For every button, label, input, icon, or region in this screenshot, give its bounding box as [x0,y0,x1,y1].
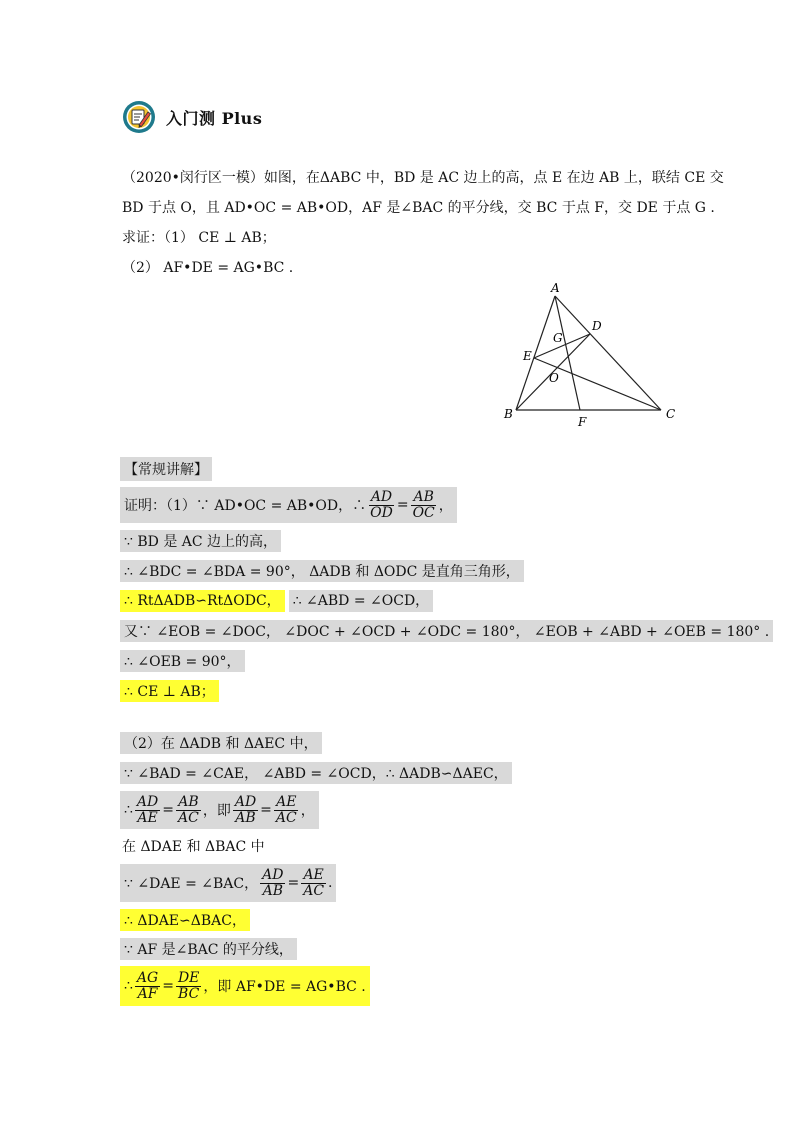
therefore-symbol: ∴ [124,802,133,818]
pencil-note-icon [122,100,156,134]
part2-step-7: ∵ AF 是∠BAC 的平分线， [120,938,297,960]
fraction [260,868,285,898]
condition-text: ∵ ∠DAE = ∠BAC， [124,876,259,892]
equals-sign: = [260,802,272,818]
fraction [176,795,201,825]
numerator: AB [413,488,434,505]
solution-heading: 【常规讲解】 [120,457,212,481]
label-a: A [551,282,560,295]
step-4-text: ∴ ∠ABD = ∠OCD， [289,590,434,612]
label-c: C [666,407,676,421]
segment-af [555,296,580,410]
fraction [176,971,201,1001]
denominator: OD [370,504,393,521]
label-b: B [504,407,513,421]
solution-step-1 [120,487,457,523]
part2-step-5 [120,864,336,902]
solution-step-4 [120,590,433,612]
part2-step-4: 在 ΔDAE 和 ΔBAC 中 [122,839,265,855]
step-1-suffix: ， [438,498,453,514]
part2-step-6: ∴ ΔDAE∽ΔBAC， [120,909,250,931]
fraction [301,868,326,898]
solution-step-7: ∴ CE ⊥ AB； [120,680,219,702]
problem-line-4: （2） AF•DE = AG•BC . [122,260,294,276]
equals-sign: = [162,978,174,994]
fraction [274,795,299,825]
numerator: AD [370,488,393,505]
denominator: AC [303,882,325,899]
numerator: AD [136,793,159,810]
solution-step-6: ∴ ∠OEB = 90°， [120,650,245,672]
numerator: DE [177,969,200,986]
label-o: O [549,371,559,385]
geometry-figure [498,282,688,432]
therefore-symbol: ∴ [124,978,133,994]
part2-step-3 [120,791,319,829]
label-d: D [592,319,602,333]
fraction [135,971,160,1001]
label-e: E [523,349,532,363]
problem-line-3: 求证：（1） CE ⊥ AB； [122,230,276,246]
numerator: AE [276,793,297,810]
problem-line-2: BD 于点 O，且 AD•OC = AB•OD，AF 是∠BAC 的平分线，交 BC 于点 F，交 DE 于点 G . [122,200,715,216]
numerator: AD [262,866,284,883]
denominator: AB [235,809,256,826]
fraction [368,490,395,520]
equals-sign: = [287,875,300,891]
suffix-text: ， [300,803,315,819]
denominator: AE [137,809,158,826]
section-header [122,100,262,134]
suffix-text: . [328,875,333,891]
denominator: BC [178,985,200,1002]
numerator: AB [178,793,199,810]
numerator: AG [136,969,159,986]
problem-line-1: （2020•闵行区一模）如图，在ΔABC 中，BD 是 AC 边上的高，点 E 在边 AB 上，联结 CE 交 [122,170,724,186]
denominator: OC [412,504,435,521]
fraction [233,795,258,825]
denominator: AB [262,882,283,899]
segment-ab [516,296,555,410]
step-1-prefix: 证明：（1）∵ AD•OC = AB•OD，∴ [124,498,367,514]
part2-step-2: ∵ ∠BAD = ∠CAE， ∠ABD = ∠OCD，∴ ΔADB∽ΔAEC， [120,762,512,784]
equals-sign: = [396,497,409,513]
label-f: F [578,415,587,429]
fraction [135,795,160,825]
connector-text: ，即 [202,803,231,819]
fraction [411,490,437,520]
section-title: 入门测 Plus [166,108,263,128]
equals-sign: = [162,802,174,818]
denominator: AF [137,985,158,1002]
label-g: G [553,331,563,345]
step-4-highlight: ∴ RtΔADB∽RtΔODC， [120,590,285,612]
solution-step-2: ∵ BD 是 AC 边上的高， [120,530,281,552]
denominator: AC [275,809,297,826]
part2-step-8 [120,966,370,1006]
denominator: AC [178,809,199,826]
numerator: AD [234,793,257,810]
solution-step-5: 又∵ ∠EOB = ∠DOC， ∠DOC + ∠OCD + ∠ODC = 180°， ∠EOB + ∠ABD + ∠OEB = 180° . [120,620,773,642]
part2-step-1: （2）在 ΔADB 和 ΔAEC 中， [120,732,322,754]
solution-step-3: ∴ ∠BDC = ∠BDA = 90°， ΔADB 和 ΔODC 是直角三角形， [120,560,524,582]
numerator: AE [303,866,324,883]
conclusion-text: ，即 AF•DE = AG•BC . [203,979,366,995]
